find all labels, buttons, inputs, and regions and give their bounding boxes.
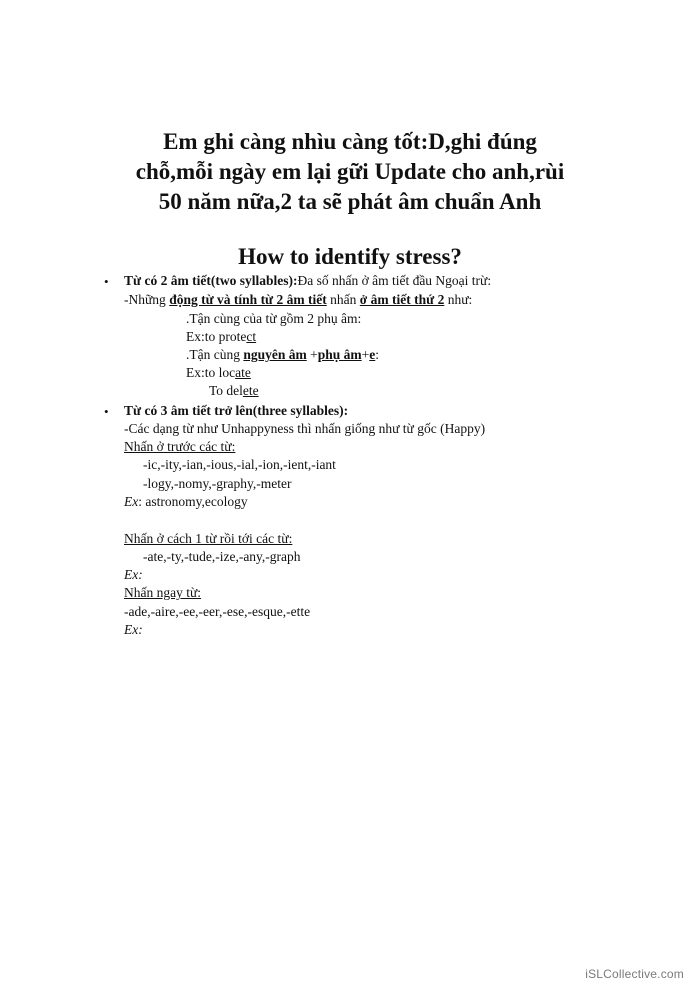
section1-rule [124, 292, 472, 308]
document-title [90, 127, 610, 217]
group3-label-text: Nhấn ngay từ: [124, 585, 202, 600]
section-heading: How to identify stress? [238, 244, 462, 269]
case-2-plus-1: + [306, 347, 318, 362]
group3-suffixes: -ade,-aire,-ee,-eer,-ese,-esque,-ette [124, 604, 311, 619]
group1-label [124, 439, 235, 455]
example-3-stress: ete [242, 383, 259, 398]
case-2-consonant: phụ âm [317, 347, 362, 362]
section2-heading [124, 403, 348, 419]
rule-underlined-2: ở âm tiết thứ 2 [359, 292, 445, 307]
example-2-stress: ate [235, 365, 251, 380]
case-1: .Tận cùng của từ gồm 2 phụ âm: [186, 311, 362, 326]
rule-underlined: động từ và tính từ 2 âm tiết [169, 292, 327, 307]
bullet-icon: • [104, 404, 109, 419]
example-1 [186, 329, 256, 345]
example-1-prefix: Ex:to prote [186, 329, 247, 344]
group1-label-text: Nhấn ở trước các từ: [124, 439, 236, 454]
section2-heading-bold: Từ có 3 âm tiết trở lên(three syllables): [124, 403, 349, 418]
title-line-1: Em ghi càng nhìu càng tốt:D,ghi đúng [163, 129, 537, 154]
bullet-icon: • [104, 274, 109, 289]
case-2-vowel: nguyên âm [243, 347, 307, 362]
example-1-stress: ct [246, 329, 257, 344]
watermark: iSLCollective.com [585, 967, 684, 981]
group1-example [124, 494, 248, 510]
group1-suffixes-2: -logy,-nomy,-graphy,-meter [143, 476, 292, 491]
title-line-2: chỗ,mỗi ngày em lại gữi Update cho anh,rùi [135, 159, 565, 184]
group3-label [124, 585, 201, 601]
case-2-plus-2: + [361, 347, 370, 362]
case-2 [186, 347, 379, 363]
rule-prefix: -Những [124, 292, 170, 307]
group1-suffixes-1: -ic,-ity,-ian,-ious,-ial,-ion,-ient,-iant [143, 457, 336, 472]
section2-note: -Các dạng từ như Unhappyness thì nhấn giống như từ gốc (Happy) [124, 421, 486, 436]
group2-label [124, 531, 292, 547]
group2-example-label: Ex: [124, 567, 143, 582]
group1-example-value: : astronomy,ecology [138, 494, 248, 509]
group2-suffixes: -ate,-ty,-tude,-ize,-any,-graph [143, 549, 301, 564]
title-line-3: 50 năm nữa,2 ta sẽ phát âm chuẩn Anh [158, 189, 542, 214]
case-2-prefix: .Tận cùng [186, 347, 244, 362]
group1-example-label: Ex [124, 494, 139, 509]
example-2-prefix: Ex:to loc [186, 365, 236, 380]
example-3-prefix: To del [209, 383, 243, 398]
case-2-e: e [369, 347, 376, 362]
rule-mid: nhấn [326, 292, 360, 307]
section1-heading [124, 273, 491, 289]
rule-suffix: như: [444, 292, 473, 307]
example-2 [186, 365, 251, 381]
case-2-colon: : [375, 347, 380, 362]
group2-label-text: Nhấn ở cách 1 từ rồi tới các từ: [124, 531, 293, 546]
section1-heading-bold: Từ có 2 âm tiết(two syllables): [124, 273, 298, 288]
example-3 [209, 383, 259, 399]
section1-heading-rest: Đa số nhấn ở âm tiết đầu Ngoại trừ: [297, 273, 492, 288]
group3-example-label: Ex: [124, 622, 143, 637]
